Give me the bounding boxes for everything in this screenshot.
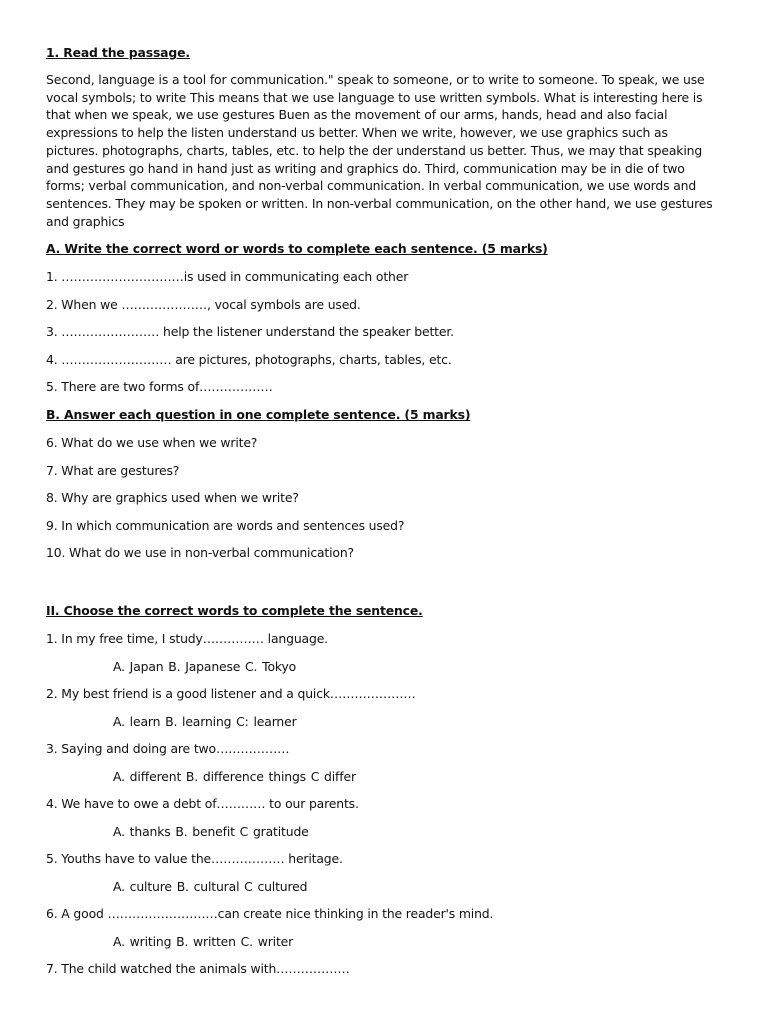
section-b-heading: B. Answer each question in one complete sentence. (5 marks)	[46, 407, 471, 423]
mcq-options-3: A. different B. difference things C differ	[113, 768, 356, 784]
section-a-item-2: 2. When we …………………, vocal symbols are used.	[46, 296, 361, 312]
mcq-question-5: 5. Youths have to value the……………… heritage.	[46, 851, 343, 867]
mcq-question-7: 7. The child watched the animals with………………	[46, 961, 350, 977]
mcq-question-6: 6. A good ………………………can create nice thinking in the reader's mind.	[46, 906, 494, 922]
mcq-question-4: 4. We have to owe a debt of………… to our parents.	[46, 796, 359, 812]
mcq-question-3: 3. Saying and doing are two………………	[46, 741, 290, 757]
section-a-item-1: 1. …………………………is used in communicating each other	[46, 269, 409, 285]
mcq-options-5: A. culture B. cultural C cultured	[113, 878, 308, 894]
mcq-options-6: A. writing B. written C. writer	[113, 933, 294, 949]
section-a-item-5: 5. There are two forms of………………	[46, 379, 273, 395]
section-b-item-7: 7. What are gestures?	[46, 462, 180, 478]
mcq-options-2: A. learn B. learning C: learner	[113, 713, 297, 729]
section-a-item-3: 3. …………………… help the listener understand the speaker better.	[46, 324, 454, 340]
section-a-heading: A. Write the correct word or words to complete each sentence. (5 marks)	[46, 241, 548, 257]
section-b-item-10: 10. What do we use in non-verbal communication?	[46, 545, 354, 561]
part1-heading: 1. Read the passage.	[46, 45, 190, 60]
mcq-options-1: A. Japan B. Japanese C. Tokyo	[113, 658, 297, 674]
reading-passage: Second, language is a tool for communication." speak to someone, or to write to someone. To speak, we use vocal symbols; to write This means that we use language to use written symbols. What is interesting here is that when we speak, we use gestures Buen as the movement of our arms, hands, head and also facial expressions to help the listen understand us better. When we write, however, we use graphics such as pictures. photographs, charts, tables, etc. to help the der understand us better. Thus, we may that speaking and gestures go hand in hand just as writing and graphics do. Third, communication may be in die of two forms; verbal communication, and non-verbal communication. In verbal communication, we use words and sentences. They may be spoken or written. In non-verbal communication, on the other hand, we use gestures and graphics	[46, 72, 713, 229]
part2-heading: II. Choose the correct words to complete the sentence.	[46, 603, 423, 619]
section-b-item-6: 6. What do we use when we write?	[46, 435, 258, 451]
section-b-item-8: 8. Why are graphics used when we write?	[46, 490, 299, 506]
section-a-item-4: 4. ……………………… are pictures, photographs, charts, tables, etc.	[46, 351, 452, 367]
mcq-options-4: A. thanks B. benefit C gratitude	[113, 823, 309, 839]
mcq-question-2: 2. My best friend is a good listener and a quick…………………	[46, 686, 416, 702]
section-b-item-9: 9. In which communication are words and sentences used?	[46, 517, 405, 533]
mcq-question-1: 1. In my free time, I study…………… language.	[46, 631, 328, 647]
